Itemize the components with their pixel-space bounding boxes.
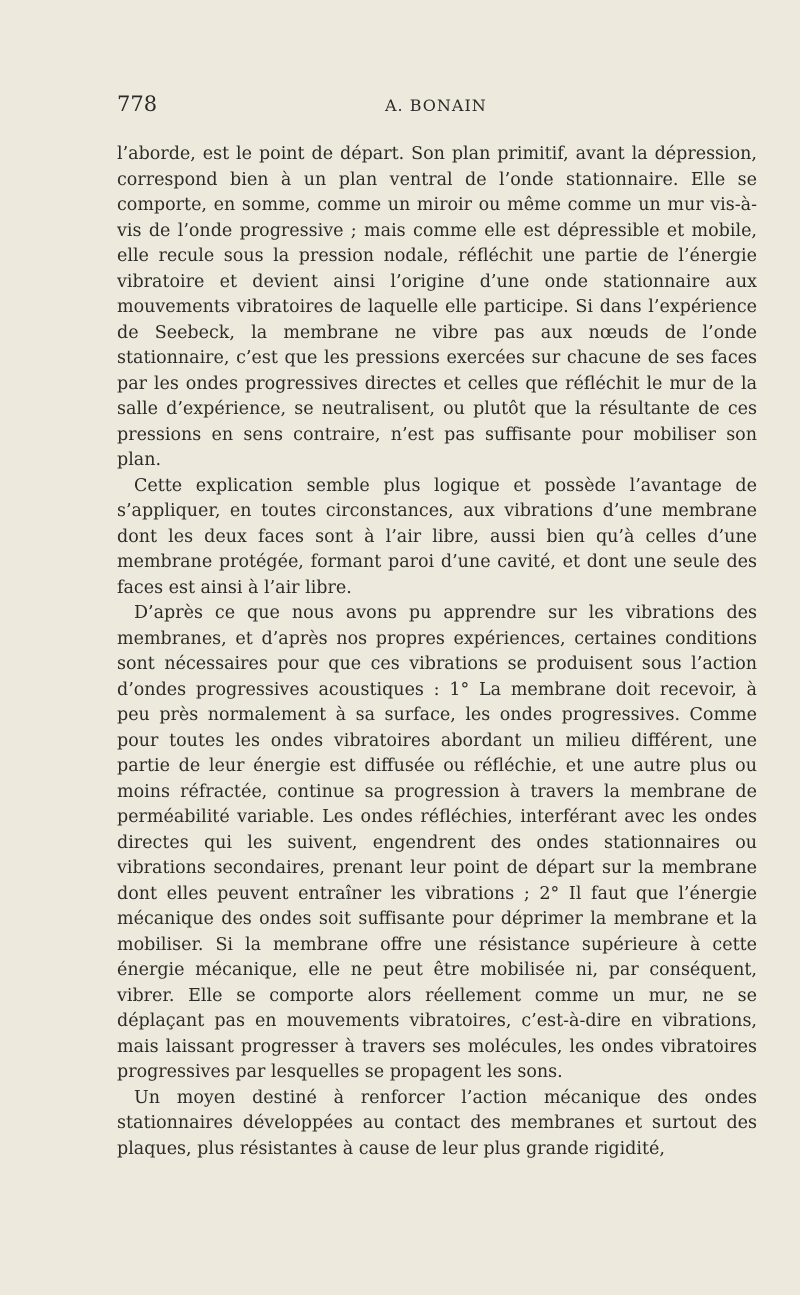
paragraph: Un moyen destiné à renforcer l’action mécanique des ondes stationnaires développées au contact des membranes et surtout des plaques, plus résistantes à cause de leur plus grande rigidité, [117,1087,757,1159]
page-header [117,92,757,122]
page-number: 778 [117,92,158,116]
paragraph: l’aborde, est le point de départ. Son plan primitif, avant la dépression, correspond bien à un plan ventral de l’onde stationnaire. Elle se comporte, en somme, comme un miroir ou même comme un mur vis-à-vis de l’onde progressive ; mais comme elle est dépressible et mobile, elle recule sous la pression nodale, réfléchit une partie de l’énergie vibratoire et devient ainsi l’origine d’une onde stationnaire aux mouvements vibratoires de laquelle elle participe. Si dans l’expérience de Seebeck, la membrane ne vibre pas aux nœuds de l’onde stationnaire, c’est que les pressions exercées sur chacune de ses faces par les ondes progressives directes et celles que réfléchit le mur de la salle d’expérience, se neutralisent, ou plutôt que la résultante de ces pressions en sens contraire, n’est pas suffisante pour mobiliser son plan. [117,144,757,470]
paragraph: D’après ce que nous avons pu apprendre sur les vibrations des membranes, et d’après nos propres expériences, certaines conditions sont nécessaires pour que ces vibrations se produisent sous l’action d’ondes progressives acoustiques : 1° La membrane doit recevoir, à peu près normalement à sa surface, les ondes progressives. Comme pour toutes les ondes vibratoires abordant un milieu différent, une partie de leur énergie est diffusée ou réfléchie, et une autre plus ou moins réfractée, continue sa progression à travers la membrane de perméabilité variable. Les ondes réfléchies, interférant avec les ondes directes qui les suivent, engendrent des ondes stationnaires ou vibrations secondaires, prenant leur point de départ sur la membrane dont elles peuvent entraîner les vibrations ; 2° Il faut que l’énergie mécanique des ondes soit suffisante pour déprimer la membrane et la mobiliser. Si la membrane offre une résistance supérieure à cette énergie mécanique, elle ne peut être mobilisée ni, par conséquent, vibrer. Elle se comporte alors réellement comme un mur, ne se déplaçant pas en mouvements vibratoires, c’est-à-dire en vibrations, mais laissant progresser à travers ses molécules, les ondes vibratoires progressives par lesquelles se propagent les sons. [117,603,757,1082]
paragraph: Cette explication semble plus logique et possède l’avantage de s’appliquer, en toutes circonstances, aux vibrations d’une membrane dont les deux faces sont à l’air libre, aussi bien qu’à celles d’une membrane protégée, formant paroi d’une cavité, et dont une seule des faces est ainsi à l’air libre. [117,475,757,598]
page-body [117,142,757,1162]
running-head: A. BONAIN [385,96,487,115]
